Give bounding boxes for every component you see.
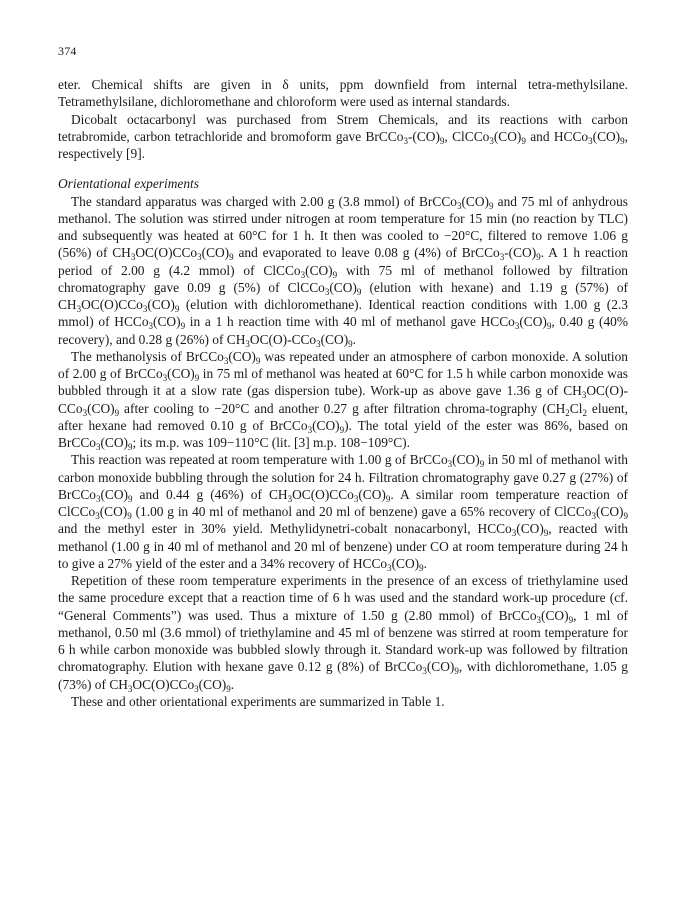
page-number: 374	[58, 44, 77, 58]
paragraph: The standard apparatus was charged with 2.00 g (3.8 mmol) of $BrCCo_3(CO)_9$ and 75 ml of anhydrous methanol. The solution was stirred under nitrogen at room temperature for 15 min (no reaction by TLC) and subsequently was heated at 60°C for 1 h. It then was cooled to −20°C, filtered to remove 1.06 g (56%) of $CH_3OC(O)CCo_3(CO)_9$ and evaporated to leave 0.08 g (4%) of $BrCCo_3-(CO)_9$. A 1 h reaction period of 2.00 g (4.2 mmol) of $ClCCo_3(CO)_9$ with 75 ml of methanol followed by filtration chromatography gave 0.09 g (5%) of $ClCCo_3(CO)_9$ (elution with hexane) and 1.19 g (57%) of $CH_3OC(O)CCo_3(CO)_9$ (elution with dichloromethane). Identical reaction conditions with 1.00 g (2.3 mmol) of $HCCo_3(CO)_9$ in a 1 h reaction time with 40 ml of methanol gave $HCCo_3(CO)_9$, 0.40 g (40% recovery), and 0.28 g (26%) of $CH_3OC(O)-CCo_3(CO)_9$.	[58, 193, 628, 349]
paragraph: Repetition of these room temperature experiments in the presence of an excess of triethylamine used the same procedure except that a reaction time of 6 h was used and the standard work-up procedure (cf. “General Comments”) was used. Thus a mixture of 1.50 g (2.80 mmol) of $BrCCo_3(CO)_9$, 1 ml of methanol, 0.50 ml (3.6 mmol) of triethylamine and 45 ml of benzene was stirred at room temperature for 6 h while carbon monoxide was bubbled slowly through it. Standard work-up was followed by filtration chromatography. Elution with hexane gave 0.12 g (8%) of $BrCCo_3(CO)_9$, with dichloromethane, 1.05 g (73%) of $CH_3OC(O)CCo_3(CO)_9$.	[58, 573, 628, 694]
body-text	[58, 76, 628, 710]
paragraph: Dicobalt octacarbonyl was purchased from Strem Chemicals, and its reactions with carbon tetrabromide, carbon tetrachloride and bromoform gave $BrCCo_3-(CO)_9$, $ClCCo_3(CO)_9$ and $HCCo_3(CO)_9$, respectively [9].	[58, 111, 628, 161]
paragraph: The methanolysis of $BrCCo_3(CO)_9$ was repeated under an atmosphere of carbon monoxide. A solution of 2.00 g of $BrCCo_3(CO)_9$ in 75 ml of methanol was heated at 60°C for 1.5 h while carbon monoxide was bubbled through it at a slow rate (gas dispersion tube). Work-up as above gave 1.36 g of $CH_3OC(O)-CCo_3(CO)_9$ after cooling to −20°C and another 0.27 g after filtration chroma-tography ($CH_2Cl_2$ eluent, after hexane had removed 0.10 g of $BrCCo_3(CO)_9$). The total yield of the ester was 86%, based on $BrCCo_3(CO)_9$; its m.p. was 109−110°C (lit. [3] m.p. 108−109°C).	[58, 348, 629, 452]
paragraph: These and other orientational experiments are summarized in Table 1.	[71, 693, 445, 709]
paragraph: This reaction was repeated at room temperature with 1.00 g of $BrCCo_3(CO)_9$ in 50 ml of methanol with carbon monoxide bubbling through the solution for 24 h. Filtration chromatography gave 0.27 g (27%) of $BrCCo_3(CO)_9$ and 0.44 g (46%) of $CH_3OC(O)CCo_3(CO)_9$. A similar room temperature reaction of $ClCCo_3(CO)_9$ (1.00 g in 40 ml of methanol and 20 ml of benzene) gave a 65% recovery of $ClCCo_3(CO)_9$ and the methyl ester in 30% yield. Methylidynetri-cobalt nonacarbonyl, $HCCo_3(CO)_9$, reacted with methanol (1.00 g in 40 ml of methanol and 20 ml of benzene) under CO at room temperature during 24 h to give a 27% yield of the ester and a 34% recovery of $HCCo_3(CO)_9$.	[58, 452, 628, 573]
section-heading: Orientational experiments	[58, 176, 199, 192]
paragraph: eter. Chemical shifts are given in δ units, ppm downfield from internal tetra-methylsilane. Tetramethylsilane, dichloromethane and chloroform were used as internal standards.	[58, 77, 628, 110]
